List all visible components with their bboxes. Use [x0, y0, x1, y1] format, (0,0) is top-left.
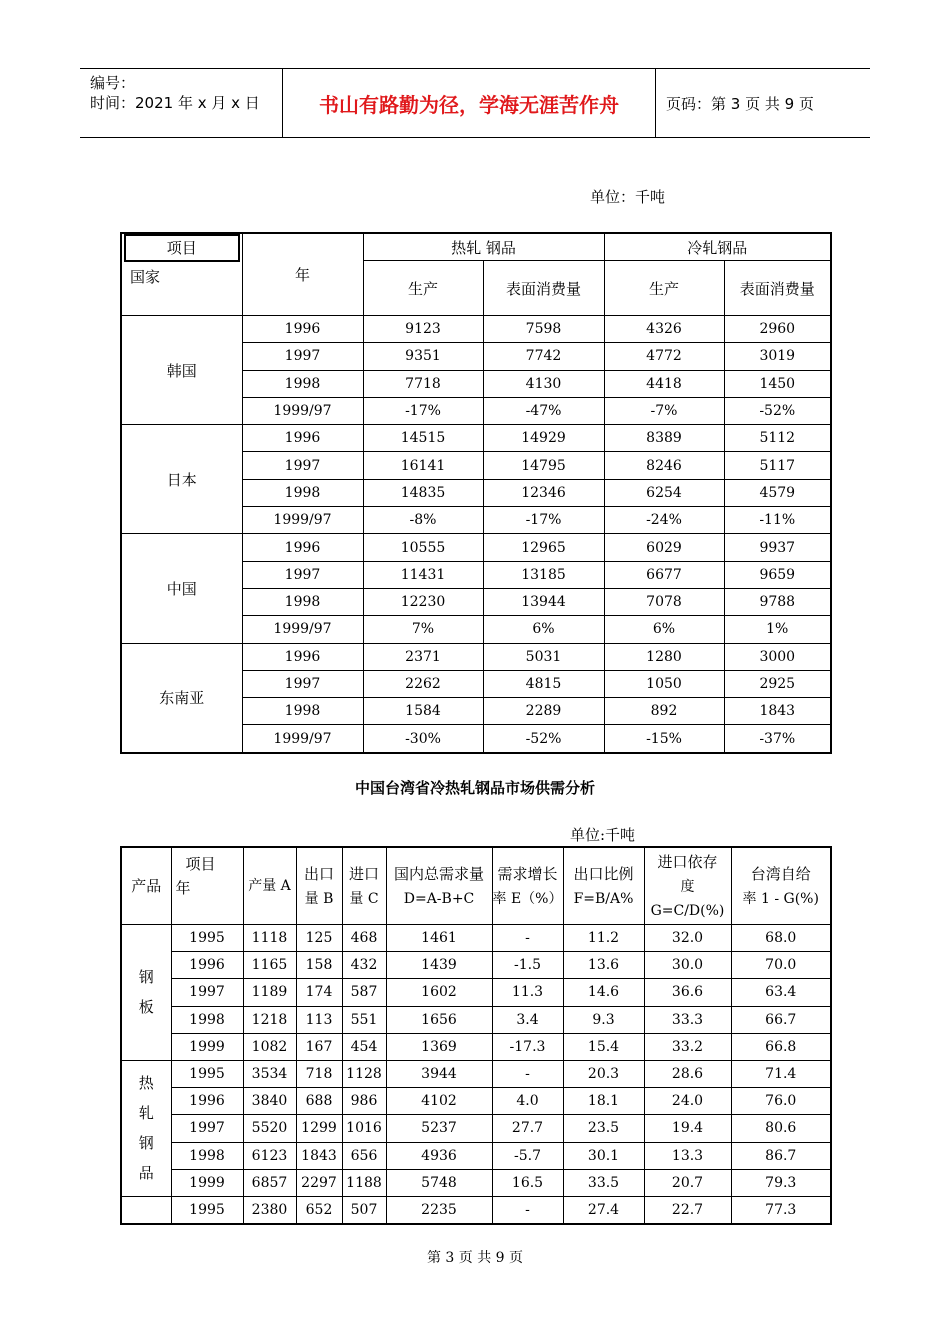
table-cell: 1299	[296, 1115, 342, 1142]
table-cell: 4418	[604, 370, 724, 397]
subheader-cell: 表面消费量	[724, 261, 831, 316]
table-cell: 1996	[171, 1088, 243, 1115]
header-line: 台湾自给	[750, 864, 811, 883]
product-char: 品	[138, 1164, 154, 1183]
table-cell: 4130	[483, 370, 604, 397]
table-cell: 551	[342, 1006, 386, 1033]
table-cell: 2262	[363, 670, 483, 697]
table-header-row	[121, 233, 831, 261]
table-cell: 2235	[386, 1196, 492, 1224]
header-line: 度 G=C/D(%)	[650, 878, 725, 919]
table-cell: 66.7	[731, 1006, 831, 1033]
table-cell: 4815	[483, 670, 604, 697]
table-row	[121, 1060, 831, 1087]
table-cell: 6%	[604, 616, 724, 643]
table-cell: 33.2	[644, 1033, 731, 1060]
table-cell: 1997	[242, 452, 363, 479]
table-cell: 1999	[171, 1169, 243, 1196]
table-cell: 688	[296, 1088, 342, 1115]
table-cell: 2960	[724, 316, 831, 343]
product-cell	[121, 1196, 171, 1224]
table-cell: 14795	[483, 452, 604, 479]
table-cell: 1280	[604, 643, 724, 670]
table-cell: 5748	[386, 1169, 492, 1196]
table-cell: 9.3	[563, 1006, 644, 1033]
table-cell: 27.7	[492, 1115, 563, 1142]
table-cell: 11.2	[563, 925, 644, 952]
table-cell: -52%	[483, 725, 604, 753]
table-cell: 892	[604, 698, 724, 725]
table-cell: 12346	[483, 479, 604, 506]
table-cell: 1050	[604, 670, 724, 697]
table-cell: 28.6	[644, 1060, 731, 1087]
product-char: 钢	[138, 1134, 154, 1153]
table-cell: -	[492, 1196, 563, 1224]
table-cell: 652	[296, 1196, 342, 1224]
growth-header	[492, 847, 563, 925]
doc-time-label: 时间：2021 年 x 月 x 日	[90, 94, 260, 112]
table-header-row	[121, 847, 831, 925]
product-char: 轧	[138, 1104, 154, 1123]
table-cell: 30.0	[644, 952, 731, 979]
table-cell: 1118	[243, 925, 296, 952]
table-cell: 1997	[171, 979, 243, 1006]
table-cell: 1998	[242, 370, 363, 397]
table-cell: 1998	[171, 1006, 243, 1033]
table-cell: 1189	[243, 979, 296, 1006]
table-cell: 5117	[724, 452, 831, 479]
table-cell: 432	[342, 952, 386, 979]
table-cell: 32.0	[644, 925, 731, 952]
page-header	[80, 68, 870, 138]
table-cell: -47%	[483, 397, 604, 424]
table-cell: 7598	[483, 316, 604, 343]
table-row	[121, 925, 831, 952]
table-cell: 1998	[242, 479, 363, 506]
table1-unit: 单位：千吨	[590, 188, 666, 206]
output-header: 产量 A	[243, 847, 296, 925]
table-cell: 7742	[483, 343, 604, 370]
table-cell: 13.3	[644, 1142, 731, 1169]
table-cell: -7%	[604, 397, 724, 424]
table-cell: 1602	[386, 979, 492, 1006]
table-row	[121, 1115, 831, 1142]
table-cell: 1996	[171, 952, 243, 979]
product-char: 板	[138, 998, 154, 1017]
cold-rolled-header: 冷轧钢品	[604, 233, 831, 261]
country-cell: 中国	[121, 534, 242, 643]
table-cell: 1999/97	[242, 397, 363, 424]
table-row	[121, 1033, 831, 1060]
country-cell: 东南亚	[121, 643, 242, 753]
table-cell: 23.5	[563, 1115, 644, 1142]
table-cell: 77.3	[731, 1196, 831, 1224]
table-cell: 6123	[243, 1142, 296, 1169]
table-cell: -52%	[724, 397, 831, 424]
table2-unit: 单位:千吨	[570, 826, 636, 844]
year-label: 年	[175, 879, 191, 897]
table-cell: 3000	[724, 643, 831, 670]
table-cell: 14835	[363, 479, 483, 506]
table-cell: 13944	[483, 588, 604, 615]
table-cell: 1082	[243, 1033, 296, 1060]
table-cell: 1997	[171, 1115, 243, 1142]
table-cell: 1128	[342, 1060, 386, 1087]
table-row	[121, 1196, 831, 1224]
year-header: 年	[242, 233, 363, 316]
table-cell: 13.6	[563, 952, 644, 979]
table-cell: 1999/97	[242, 725, 363, 753]
table-cell: 12965	[483, 534, 604, 561]
table-cell: 468	[342, 925, 386, 952]
import-header	[342, 847, 386, 925]
header-line: 率 E（%）	[492, 890, 563, 907]
header-line: D=A-B+C	[403, 890, 475, 907]
table-cell: 1843	[296, 1142, 342, 1169]
table2-title: 中国台湾省冷热轧钢品市场供需分析	[354, 779, 595, 797]
product-char: 热	[138, 1074, 154, 1093]
table-cell: 158	[296, 952, 342, 979]
table-cell: 167	[296, 1033, 342, 1060]
header-motto: 书山有路勤为径，学海无涯苦作舟	[319, 92, 619, 117]
table-cell: 3019	[724, 343, 831, 370]
table-cell: 68.0	[731, 925, 831, 952]
header-corner-cell	[121, 233, 242, 316]
table-cell: -8%	[363, 507, 483, 534]
subheader-cell: 表面消费量	[483, 261, 604, 316]
table-cell: 986	[342, 1088, 386, 1115]
table-cell: 20.3	[563, 1060, 644, 1087]
table-cell: -	[492, 1060, 563, 1087]
table-cell: -30%	[363, 725, 483, 753]
table-cell: 8246	[604, 452, 724, 479]
taiwan-supply-demand-table	[120, 846, 832, 1225]
table-cell: -15%	[604, 725, 724, 753]
table-cell: 1369	[386, 1033, 492, 1060]
header-line: 国内总需求量	[393, 864, 484, 883]
table-cell: 7078	[604, 588, 724, 615]
header-meta	[80, 69, 282, 137]
table-cell: 1997	[242, 670, 363, 697]
table-cell: 1843	[724, 698, 831, 725]
table-cell: 30.1	[563, 1142, 644, 1169]
table-cell: 2289	[483, 698, 604, 725]
product-header: 产品	[121, 847, 171, 925]
table-cell: 1461	[386, 925, 492, 952]
header-line: 需求增长	[497, 864, 558, 883]
country-cell: 韩国	[121, 316, 242, 425]
table-cell: 5112	[724, 425, 831, 452]
table-cell: -17.3	[492, 1033, 563, 1060]
table-cell: 1998	[242, 698, 363, 725]
table-cell: 5520	[243, 1115, 296, 1142]
export-header	[296, 847, 342, 925]
table-cell: 3.4	[492, 1006, 563, 1033]
table-cell: 70.0	[731, 952, 831, 979]
header-line: 量 B	[304, 890, 334, 907]
subheader-cell: 生产	[363, 261, 483, 316]
table-cell: 3534	[243, 1060, 296, 1087]
table-cell: 4102	[386, 1088, 492, 1115]
table-cell: 10555	[363, 534, 483, 561]
table-cell: 86.7	[731, 1142, 831, 1169]
table-cell: 1998	[171, 1142, 243, 1169]
table-cell: 5031	[483, 643, 604, 670]
header-line: 进口依存	[657, 852, 718, 871]
table-cell: 1996	[242, 316, 363, 343]
table-cell: 1999	[171, 1033, 243, 1060]
table-cell: 507	[342, 1196, 386, 1224]
export-ratio-header	[563, 847, 644, 925]
table-cell: 9351	[363, 343, 483, 370]
table-cell: 1165	[243, 952, 296, 979]
table-cell: 7%	[363, 616, 483, 643]
table-cell: -37%	[724, 725, 831, 753]
table-cell: 1998	[242, 588, 363, 615]
table-cell: 1995	[171, 1196, 243, 1224]
table-cell: 9659	[724, 561, 831, 588]
table-cell: 1584	[363, 698, 483, 725]
table-cell: -	[492, 925, 563, 952]
table-row	[121, 1169, 831, 1196]
table-cell: 1997	[242, 343, 363, 370]
steel-production-table	[120, 232, 832, 754]
demand-header	[386, 847, 492, 925]
subheader-cell: 生产	[604, 261, 724, 316]
table-cell: 1450	[724, 370, 831, 397]
doc-number-label: 编号：	[90, 74, 136, 92]
import-dep-header	[644, 847, 731, 925]
table-cell: 63.4	[731, 979, 831, 1006]
table-cell: 1016	[342, 1115, 386, 1142]
table-cell: 1999/97	[242, 507, 363, 534]
page-footer: 第 3 页 共 9 页	[426, 1250, 524, 1266]
table-cell: 1996	[242, 643, 363, 670]
table-cell: 454	[342, 1033, 386, 1060]
table-cell: 1656	[386, 1006, 492, 1033]
table-row	[121, 316, 831, 343]
self-supply-header	[731, 847, 831, 925]
table-row	[121, 643, 831, 670]
header-page-label: 页码：第 3 页 共 9 页	[666, 94, 814, 113]
table-row	[121, 534, 831, 561]
table-cell: 6857	[243, 1169, 296, 1196]
hot-rolled-header: 热轧 钢品	[363, 233, 604, 261]
table-cell: 24.0	[644, 1088, 731, 1115]
table-cell: 7718	[363, 370, 483, 397]
table-cell: 14515	[363, 425, 483, 452]
table-cell: 1996	[242, 534, 363, 561]
table-cell: 9788	[724, 588, 831, 615]
table-cell: 33.5	[563, 1169, 644, 1196]
table-cell: 14.6	[563, 979, 644, 1006]
product-cell	[121, 925, 171, 1061]
table-cell: 27.4	[563, 1196, 644, 1224]
table-cell: 9937	[724, 534, 831, 561]
table-cell: 5237	[386, 1115, 492, 1142]
table-cell: -1.5	[492, 952, 563, 979]
table-cell: -24%	[604, 507, 724, 534]
table-cell: 3944	[386, 1060, 492, 1087]
table-cell: 22.7	[644, 1196, 731, 1224]
table-cell: -11%	[724, 507, 831, 534]
table-cell: 9123	[363, 316, 483, 343]
table-cell: 66.8	[731, 1033, 831, 1060]
table-cell: 4326	[604, 316, 724, 343]
table-cell: 4.0	[492, 1088, 563, 1115]
table-cell: 2380	[243, 1196, 296, 1224]
table-row	[121, 1006, 831, 1033]
table-cell: 12230	[363, 588, 483, 615]
header-line: 率 1 - G(%)	[742, 890, 819, 907]
table-cell: 79.3	[731, 1169, 831, 1196]
header-line: 量 C	[349, 890, 379, 907]
table-cell: 6029	[604, 534, 724, 561]
item-label: 项目	[185, 855, 216, 873]
table-cell: 2925	[724, 670, 831, 697]
table-cell: 113	[296, 1006, 342, 1033]
table-cell: 6%	[483, 616, 604, 643]
table-cell: 6254	[604, 479, 724, 506]
table-cell: 76.0	[731, 1088, 831, 1115]
item-label: 项目	[124, 234, 240, 262]
table-cell: -17%	[483, 507, 604, 534]
table-cell: 587	[342, 979, 386, 1006]
table-row	[121, 979, 831, 1006]
table-cell: 33.3	[644, 1006, 731, 1033]
header-line: 出口比例	[573, 864, 634, 883]
table-cell: 174	[296, 979, 342, 1006]
table-cell: 1439	[386, 952, 492, 979]
table-cell: 1218	[243, 1006, 296, 1033]
table-cell: 8389	[604, 425, 724, 452]
table-cell: 1995	[171, 1060, 243, 1087]
table-cell: 11431	[363, 561, 483, 588]
table-cell: -17%	[363, 397, 483, 424]
table-cell: 11.3	[492, 979, 563, 1006]
table-cell: 6677	[604, 561, 724, 588]
table-cell: -5.7	[492, 1142, 563, 1169]
country-cell: 日本	[121, 425, 242, 534]
table-cell: 18.1	[563, 1088, 644, 1115]
table-cell: 1%	[724, 616, 831, 643]
table-cell: 80.6	[731, 1115, 831, 1142]
table-cell: 1997	[242, 561, 363, 588]
table-cell: 19.4	[644, 1115, 731, 1142]
table-cell: 15.4	[563, 1033, 644, 1060]
header-line: F=B/A%	[573, 890, 634, 907]
product-char: 钢	[138, 968, 154, 987]
header-line: 进口	[348, 864, 379, 883]
table-row	[121, 425, 831, 452]
table-row	[121, 1088, 831, 1115]
table-cell: 16.5	[492, 1169, 563, 1196]
table-cell: 4936	[386, 1142, 492, 1169]
table-cell: 718	[296, 1060, 342, 1087]
table-cell: 13185	[483, 561, 604, 588]
item-year-header	[171, 847, 243, 925]
table-row	[121, 1142, 831, 1169]
table-cell: 2371	[363, 643, 483, 670]
table-cell: 3840	[243, 1088, 296, 1115]
table-cell: 1995	[171, 925, 243, 952]
table-cell: 1999/97	[242, 616, 363, 643]
table-cell: 4579	[724, 479, 831, 506]
table-cell: 1996	[242, 425, 363, 452]
table-cell: 71.4	[731, 1060, 831, 1087]
table-cell: 16141	[363, 452, 483, 479]
header-line: 出口	[303, 864, 334, 883]
table-cell: 14929	[483, 425, 604, 452]
table-cell: 4772	[604, 343, 724, 370]
table-row	[121, 952, 831, 979]
table-cell: 36.6	[644, 979, 731, 1006]
table-cell: 656	[342, 1142, 386, 1169]
table-cell: 2297	[296, 1169, 342, 1196]
product-cell	[121, 1060, 171, 1196]
country-label: 国家	[130, 268, 161, 286]
table-cell: 125	[296, 925, 342, 952]
table-cell: 20.7	[644, 1169, 731, 1196]
table-cell: 1188	[342, 1169, 386, 1196]
